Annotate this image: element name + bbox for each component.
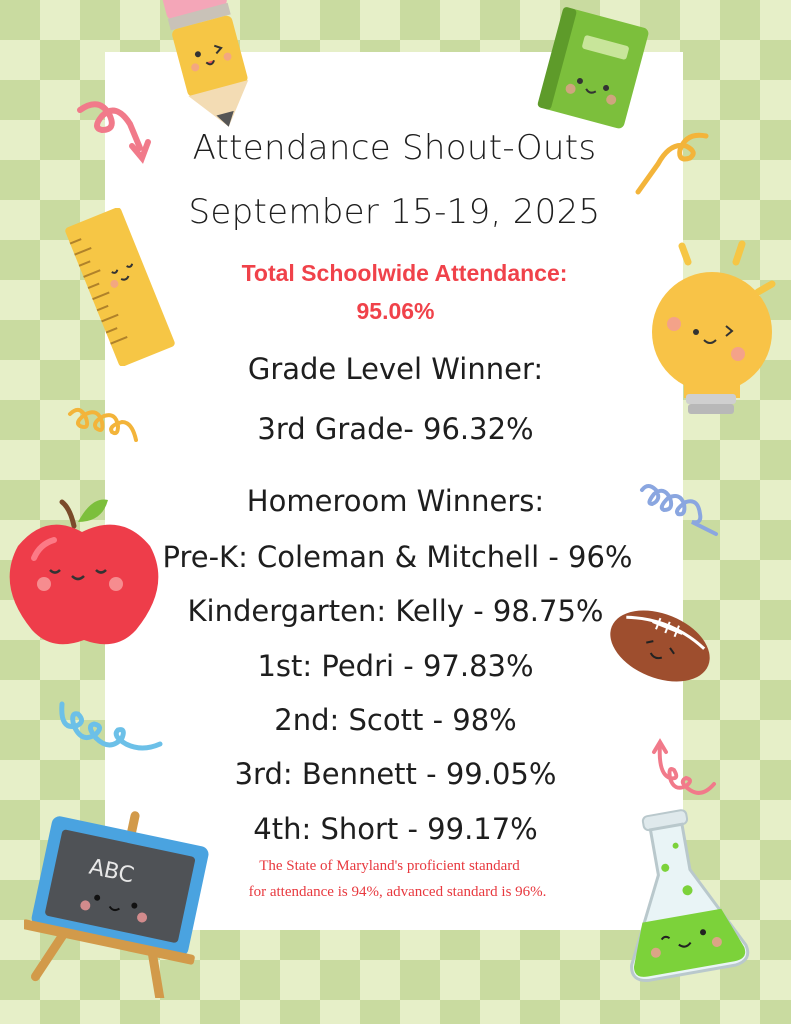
schoolwide-attendance-label: Total Schoolwide Attendance: <box>241 260 568 286</box>
grade-level-heading: Grade Level Winner: <box>247 352 544 386</box>
homeroom-winner-prek: Pre-K: Coleman & Mitchell - 96% <box>162 540 633 574</box>
grade-level-winner: 3rd Grade- 96.32% <box>257 412 534 446</box>
homeroom-winner-3rd: 3rd: Bennett - 99.05% <box>234 757 557 791</box>
homeroom-winner-1st: 1st: Pedri - 97.83% <box>257 649 534 683</box>
schoolwide-attendance-value: 95.06% <box>356 298 435 324</box>
title-line-1: Attendance Shout-Outs <box>192 128 597 168</box>
title-line-2: September 15-19, 2025 <box>188 192 601 232</box>
homeroom-heading: Homeroom Winners: <box>246 484 545 518</box>
book-icon <box>528 6 658 136</box>
chalkboard-text: ABC <box>86 854 137 889</box>
homeroom-winner-2nd: 2nd: Scott - 98% <box>274 703 517 737</box>
homeroom-winner-4th: 4th: Short - 99.17% <box>253 812 538 846</box>
footnote-line-1: The State of Maryland's proficient standard <box>259 858 520 874</box>
footnote-line-2: for attendance is 94%, advanced standard is 96%. <box>248 884 547 900</box>
homeroom-winner-kindergarten: Kindergarten: Kelly - 98.75% <box>187 594 604 628</box>
apple-icon <box>4 496 164 652</box>
pencil-icon <box>150 0 280 135</box>
